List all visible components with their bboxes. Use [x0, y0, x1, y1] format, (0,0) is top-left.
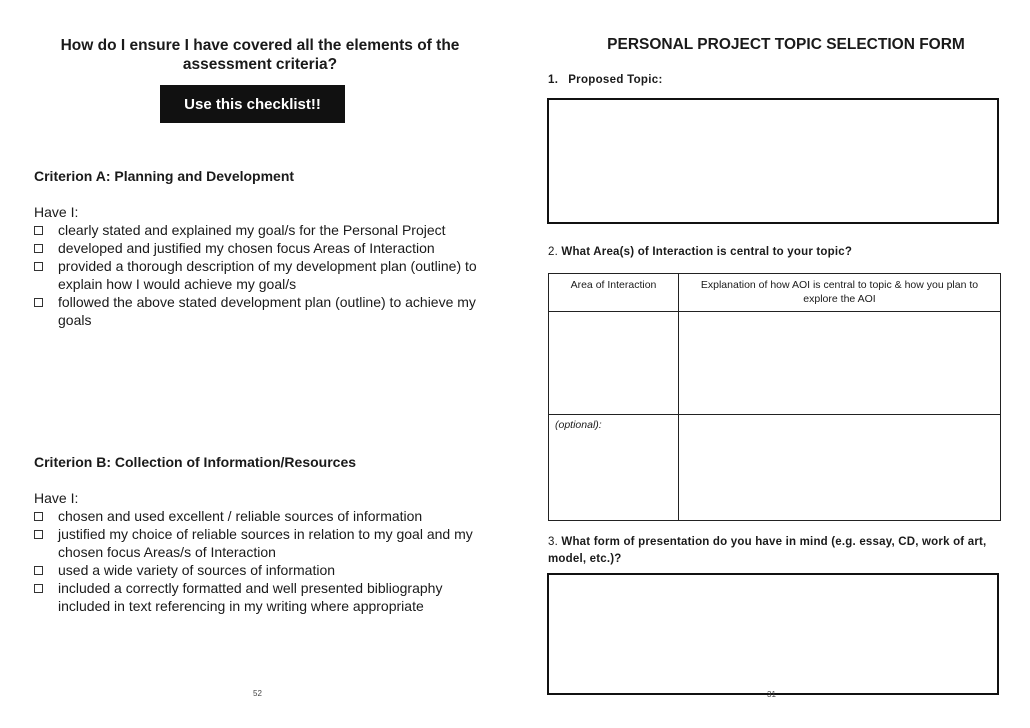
right-page	[515, 0, 1030, 728]
checklist-item	[34, 293, 494, 329]
question-1-number: 1.	[548, 74, 559, 86]
question-1	[548, 74, 663, 86]
checklist-item	[34, 239, 494, 257]
criterion-a-section	[34, 167, 494, 329]
proposed-topic-box[interactable]	[547, 98, 999, 224]
question-3-text: What form of presentation do you have in mind (e.g. essay, CD, work of art, model, etc.)?	[548, 536, 987, 565]
question-2	[548, 246, 852, 258]
question-3	[548, 534, 1008, 568]
checklist-item	[34, 561, 494, 579]
explanation-column-header: Explanation of how AOI is central to topic & how you plan to explore the AOI	[679, 274, 1001, 312]
checkbox-icon[interactable]	[34, 584, 43, 593]
checklist-item-text: provided a thorough description of my development plan (outline) to explain how I would achieve my goal/s	[58, 258, 477, 292]
criterion-a-intro: Have I:	[34, 204, 79, 220]
optional-explanation-cell[interactable]	[679, 415, 1001, 521]
checklist-item	[34, 579, 494, 615]
checklist-item	[34, 221, 494, 239]
aoi-table	[548, 273, 1001, 521]
explanation-cell[interactable]	[679, 312, 1001, 415]
criterion-b-title: Criterion B: Collection of Information/Resources	[34, 454, 357, 470]
checkbox-icon[interactable]	[34, 530, 43, 539]
criterion-a-title: Criterion A: Planning and Development	[34, 168, 295, 184]
checklist-item-text: developed and justified my chosen focus Areas of Interaction	[58, 240, 435, 256]
question-3-number: 3.	[548, 536, 558, 548]
checklist-item	[34, 257, 494, 293]
aoi-column-header: Area of Interaction	[549, 274, 679, 312]
checkbox-icon[interactable]	[34, 566, 43, 575]
criterion-b-intro: Have I:	[34, 490, 79, 506]
checklist-banner: Use this checklist!!	[160, 85, 345, 123]
right-page-number: 31	[767, 690, 776, 699]
form-title: PERSONAL PROJECT TOPIC SELECTION FORM	[607, 36, 965, 53]
question-2-text: What Area(s) of Interaction is central to your topic?	[561, 246, 853, 258]
checklist-item-text: included a correctly formatted and well presented bibliography included in text referencing in my writing where appropriate	[58, 580, 443, 614]
checklist-item-text: chosen and used excellent / reliable sources of information	[58, 508, 423, 524]
checklist-item	[34, 507, 494, 525]
checkbox-icon[interactable]	[34, 244, 43, 253]
checklist-item-text: clearly stated and explained my goal/s for the Personal Project	[58, 222, 446, 238]
presentation-form-box[interactable]	[547, 573, 999, 695]
checkbox-icon[interactable]	[34, 226, 43, 235]
criterion-b-section	[34, 453, 494, 615]
aoi-cell[interactable]	[549, 312, 679, 415]
criterion-b-checklist	[34, 507, 494, 615]
question-1-text: Proposed Topic:	[568, 74, 663, 86]
checkbox-icon[interactable]	[34, 262, 43, 271]
criterion-a-checklist	[34, 221, 494, 329]
checklist-item-text: used a wide variety of sources of information	[58, 562, 336, 578]
left-page-title: How do I ensure I have covered all the elements of the assessment criteria?	[60, 37, 460, 73]
checklist-item-text: justified my choice of reliable sources in relation to my goal and my chosen focus Areas/s of Interaction	[58, 526, 473, 560]
question-2-number: 2.	[548, 246, 558, 258]
checkbox-icon[interactable]	[34, 298, 43, 307]
checklist-item-text: followed the above stated development plan (outline) to achieve my goals	[58, 294, 476, 328]
checklist-item	[34, 525, 494, 561]
checkbox-icon[interactable]	[34, 512, 43, 521]
left-page-number: 52	[253, 689, 262, 698]
optional-aoi-cell[interactable]: (optional):	[549, 415, 679, 521]
